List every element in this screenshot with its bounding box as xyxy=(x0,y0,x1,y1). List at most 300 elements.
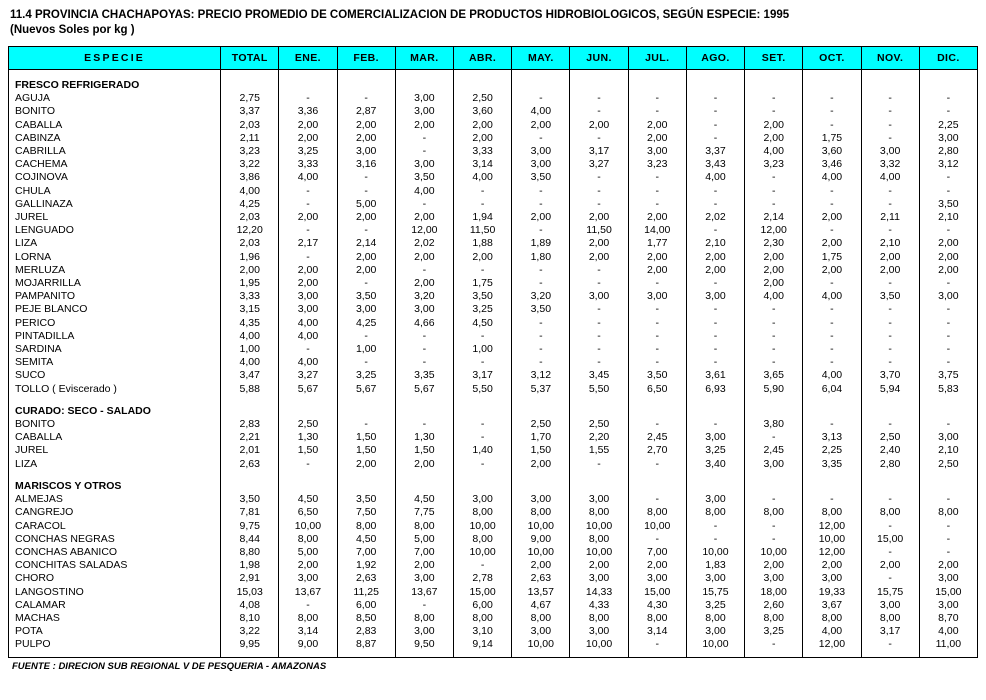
price-cell: 9,95 xyxy=(221,638,279,651)
price-cell: - xyxy=(337,171,395,184)
table-row xyxy=(9,145,978,158)
source-note: FUENTE : DIRECION SUB REGIONAL V DE PESQUERIA - AMAZONAS xyxy=(12,660,327,672)
column-header-abr: ABR. xyxy=(453,47,511,70)
price-cell xyxy=(686,396,744,405)
price-cell: 10,00 xyxy=(570,638,628,651)
price-cell: 7,00 xyxy=(337,546,395,559)
price-cell: - xyxy=(861,224,919,237)
price-cell: - xyxy=(745,198,803,211)
table-row xyxy=(9,198,978,211)
price-cell: 3,46 xyxy=(803,158,861,171)
price-cell: 5,50 xyxy=(453,383,511,396)
price-cell: - xyxy=(686,277,744,290)
price-cell: - xyxy=(686,119,744,132)
price-cell: - xyxy=(337,224,395,237)
price-cell: - xyxy=(861,572,919,585)
price-cell: - xyxy=(745,343,803,356)
price-cell: 4,00 xyxy=(803,171,861,184)
price-cell: - xyxy=(803,92,861,105)
price-cell: 10,00 xyxy=(512,546,570,559)
price-cell xyxy=(919,405,977,418)
price-cell: - xyxy=(512,224,570,237)
table-bottom-cell xyxy=(686,652,744,658)
price-cell: 2,50 xyxy=(512,418,570,431)
price-cell: 3,33 xyxy=(279,158,337,171)
price-cell: 2,50 xyxy=(919,458,977,471)
column-header-ago: AGO. xyxy=(686,47,744,70)
price-cell: 4,50 xyxy=(453,317,511,330)
price-cell: - xyxy=(279,251,337,264)
price-cell: 11,25 xyxy=(337,586,395,599)
price-cell: 3,25 xyxy=(337,369,395,382)
table-row xyxy=(9,356,978,369)
price-cell: - xyxy=(803,105,861,118)
price-cell: 8,00 xyxy=(803,612,861,625)
price-cell: 2,00 xyxy=(279,277,337,290)
price-cell: 3,47 xyxy=(221,369,279,382)
price-cell xyxy=(686,471,744,480)
price-cell xyxy=(570,79,628,92)
price-cell xyxy=(337,480,395,493)
price-cell: 3,23 xyxy=(745,158,803,171)
price-cell: 2,00 xyxy=(803,264,861,277)
price-cell: 3,00 xyxy=(686,493,744,506)
price-cell: - xyxy=(861,520,919,533)
species-label: PEJE BLANCO xyxy=(9,303,221,316)
price-cell: 5,83 xyxy=(919,383,977,396)
price-cell: 10,00 xyxy=(803,533,861,546)
table-row xyxy=(9,264,978,277)
price-cell: - xyxy=(803,356,861,369)
price-cell: - xyxy=(453,431,511,444)
price-cell: 1,00 xyxy=(453,343,511,356)
price-cell: 3,00 xyxy=(686,290,744,303)
price-cell: 1,75 xyxy=(453,277,511,290)
price-cell: 1,40 xyxy=(453,444,511,457)
price-cell: 4,00 xyxy=(279,317,337,330)
price-cell: 10,00 xyxy=(279,520,337,533)
price-cell: 3,80 xyxy=(745,418,803,431)
price-cell: - xyxy=(861,198,919,211)
table-bottom-cell xyxy=(337,652,395,658)
table-bottom-cell xyxy=(861,652,919,658)
price-cell: - xyxy=(512,317,570,330)
price-cell: 2,00 xyxy=(337,132,395,145)
table-pad-cell xyxy=(512,70,570,80)
price-cell: 3,00 xyxy=(279,290,337,303)
species-label: LORNA xyxy=(9,251,221,264)
price-cell: 4,00 xyxy=(803,290,861,303)
price-cell: 3,50 xyxy=(337,493,395,506)
price-cell: - xyxy=(745,303,803,316)
price-cell: - xyxy=(686,533,744,546)
price-cell: - xyxy=(919,356,977,369)
price-cell: 5,67 xyxy=(337,383,395,396)
price-cell: 2,00 xyxy=(745,251,803,264)
price-cell: 1,75 xyxy=(803,132,861,145)
price-cell xyxy=(395,396,453,405)
price-cell: 7,00 xyxy=(395,546,453,559)
price-cell xyxy=(861,480,919,493)
price-cell: 3,32 xyxy=(861,158,919,171)
price-cell: 6,00 xyxy=(453,599,511,612)
price-cell: 2,30 xyxy=(745,237,803,250)
price-cell: - xyxy=(512,132,570,145)
price-cell: 3,50 xyxy=(395,171,453,184)
price-cell: 8,00 xyxy=(395,612,453,625)
price-cell: 13,67 xyxy=(395,586,453,599)
price-cell: 2,03 xyxy=(221,119,279,132)
price-cell: - xyxy=(861,638,919,651)
price-cell: - xyxy=(453,559,511,572)
price-cell: 10,00 xyxy=(453,520,511,533)
price-cell: 1,96 xyxy=(221,251,279,264)
price-cell: 8,00 xyxy=(453,612,511,625)
price-cell: 2,45 xyxy=(745,444,803,457)
price-cell xyxy=(512,396,570,405)
price-cell: 2,00 xyxy=(803,211,861,224)
price-cell xyxy=(628,79,686,92)
price-cell: 2,14 xyxy=(337,237,395,250)
price-cell: - xyxy=(861,418,919,431)
column-header-ene: ENE. xyxy=(279,47,337,70)
price-cell: - xyxy=(861,317,919,330)
table-row xyxy=(9,418,978,431)
price-cell: 7,50 xyxy=(337,506,395,519)
price-cell: - xyxy=(395,198,453,211)
price-cell: 3,65 xyxy=(745,369,803,382)
price-cell: - xyxy=(453,185,511,198)
price-cell: 11,50 xyxy=(570,224,628,237)
price-cell xyxy=(628,480,686,493)
table-pad-cell xyxy=(861,70,919,80)
price-cell: - xyxy=(512,356,570,369)
price-cell: 2,80 xyxy=(919,145,977,158)
price-cell xyxy=(803,405,861,418)
price-cell: 5,00 xyxy=(337,198,395,211)
price-cell: - xyxy=(919,303,977,316)
price-cell: 3,23 xyxy=(628,158,686,171)
species-label: CALAMAR xyxy=(9,599,221,612)
price-cell: - xyxy=(803,493,861,506)
species-label: TOLLO ( Eviscerado ) xyxy=(9,383,221,396)
price-cell: - xyxy=(803,185,861,198)
price-cell: 2,00 xyxy=(686,264,744,277)
price-cell: 3,00 xyxy=(395,303,453,316)
price-cell: 2,00 xyxy=(919,264,977,277)
price-cell: 11,00 xyxy=(919,638,977,651)
price-cell: 2,00 xyxy=(628,559,686,572)
species-label xyxy=(9,396,221,405)
price-cell: - xyxy=(512,185,570,198)
species-label: SEMITA xyxy=(9,356,221,369)
price-cell: - xyxy=(745,431,803,444)
price-cell: - xyxy=(570,105,628,118)
price-cell: 3,20 xyxy=(512,290,570,303)
price-cell: 3,14 xyxy=(279,625,337,638)
table-header xyxy=(9,47,978,70)
price-cell: 2,25 xyxy=(803,444,861,457)
price-cell: - xyxy=(279,185,337,198)
price-cell xyxy=(453,396,511,405)
price-cell: 8,10 xyxy=(221,612,279,625)
price-cell: - xyxy=(628,171,686,184)
table-row xyxy=(9,290,978,303)
price-cell xyxy=(861,396,919,405)
price-cell xyxy=(745,405,803,418)
price-cell: - xyxy=(279,343,337,356)
price-cell: 8,00 xyxy=(686,612,744,625)
price-cell: 18,00 xyxy=(745,586,803,599)
price-cell: 2,00 xyxy=(570,211,628,224)
price-cell: - xyxy=(686,105,744,118)
price-cell: 2,00 xyxy=(395,119,453,132)
price-cell: - xyxy=(745,105,803,118)
price-cell: 13,67 xyxy=(279,586,337,599)
price-cell: - xyxy=(686,303,744,316)
price-cell: - xyxy=(628,638,686,651)
table-pad-cell xyxy=(9,70,221,80)
price-cell: - xyxy=(453,356,511,369)
price-cell: 3,00 xyxy=(512,625,570,638)
price-cell: 2,11 xyxy=(221,132,279,145)
price-cell: 2,00 xyxy=(803,559,861,572)
price-cell: 8,00 xyxy=(803,506,861,519)
price-cell: 2,00 xyxy=(861,264,919,277)
price-cell xyxy=(686,79,744,92)
price-cell: 12,00 xyxy=(803,638,861,651)
price-cell: 2,00 xyxy=(512,458,570,471)
price-cell: 9,00 xyxy=(512,533,570,546)
price-cell: 3,86 xyxy=(221,171,279,184)
price-cell xyxy=(221,405,279,418)
price-cell: - xyxy=(861,277,919,290)
price-cell: 3,50 xyxy=(628,369,686,382)
price-cell xyxy=(803,480,861,493)
price-cell: 2,02 xyxy=(395,237,453,250)
price-cell: 8,00 xyxy=(861,612,919,625)
price-cell: 2,40 xyxy=(861,444,919,457)
price-cell xyxy=(628,396,686,405)
price-cell: - xyxy=(395,343,453,356)
price-cell: 1,50 xyxy=(279,444,337,457)
price-cell: 1,88 xyxy=(453,237,511,250)
column-header-jul: JUL. xyxy=(628,47,686,70)
species-label: PAMPANITO xyxy=(9,290,221,303)
price-cell xyxy=(686,480,744,493)
price-cell xyxy=(628,405,686,418)
table-row xyxy=(9,119,978,132)
table-bottom-cell xyxy=(279,652,337,658)
price-cell: 3,00 xyxy=(395,92,453,105)
price-cell: 8,70 xyxy=(919,612,977,625)
table-row xyxy=(9,224,978,237)
price-cell: 2,00 xyxy=(337,119,395,132)
price-cell: 2,78 xyxy=(453,572,511,585)
column-header-oct: OCT. xyxy=(803,47,861,70)
price-cell xyxy=(337,396,395,405)
price-cell: 3,60 xyxy=(803,145,861,158)
price-cell: 3,50 xyxy=(512,171,570,184)
price-cell: - xyxy=(803,224,861,237)
price-cell: 4,00 xyxy=(221,356,279,369)
price-table xyxy=(8,46,978,658)
price-cell: - xyxy=(512,277,570,290)
table-pad-cell xyxy=(279,70,337,80)
price-cell: - xyxy=(570,330,628,343)
table-row xyxy=(9,185,978,198)
price-cell: 2,00 xyxy=(337,458,395,471)
price-cell: 3,00 xyxy=(745,458,803,471)
column-header-feb: FEB. xyxy=(337,47,395,70)
price-cell: 4,00 xyxy=(512,105,570,118)
table-row xyxy=(9,171,978,184)
price-cell: 4,00 xyxy=(803,625,861,638)
price-cell: 1,89 xyxy=(512,237,570,250)
price-cell: 13,57 xyxy=(512,586,570,599)
price-cell: 9,00 xyxy=(279,638,337,651)
species-label: CONCHAS NEGRAS xyxy=(9,533,221,546)
price-cell: 19,33 xyxy=(803,586,861,599)
price-cell: 8,44 xyxy=(221,533,279,546)
price-cell: 2,00 xyxy=(337,264,395,277)
species-label: CHORO xyxy=(9,572,221,585)
table-pad-cell xyxy=(570,70,628,80)
table-body xyxy=(9,70,978,658)
price-cell: 3,45 xyxy=(570,369,628,382)
price-cell: - xyxy=(279,599,337,612)
price-cell: 3,14 xyxy=(453,158,511,171)
price-cell: 3,00 xyxy=(570,493,628,506)
price-cell xyxy=(803,396,861,405)
group-label: CURADO: SECO - SALADO xyxy=(9,405,221,418)
price-cell: - xyxy=(628,277,686,290)
price-cell: 4,50 xyxy=(395,493,453,506)
price-cell: 5,90 xyxy=(745,383,803,396)
price-cell: 3,23 xyxy=(221,145,279,158)
price-cell xyxy=(279,471,337,480)
price-cell: - xyxy=(686,356,744,369)
price-cell: 8,00 xyxy=(279,533,337,546)
price-cell: - xyxy=(628,92,686,105)
price-cell: 3,33 xyxy=(453,145,511,158)
species-label: CHULA xyxy=(9,185,221,198)
table-row xyxy=(9,586,978,599)
table-bottom-cell xyxy=(803,652,861,658)
price-cell: 3,50 xyxy=(453,290,511,303)
price-cell: 3,00 xyxy=(861,599,919,612)
price-cell: 6,04 xyxy=(803,383,861,396)
price-cell xyxy=(570,405,628,418)
price-cell: 8,00 xyxy=(570,506,628,519)
price-cell xyxy=(221,396,279,405)
price-cell: 8,00 xyxy=(628,506,686,519)
price-cell: 2,75 xyxy=(221,92,279,105)
price-cell: - xyxy=(628,185,686,198)
price-cell: 8,00 xyxy=(570,612,628,625)
price-cell: 3,16 xyxy=(337,158,395,171)
price-cell: 5,88 xyxy=(221,383,279,396)
price-cell: 2,50 xyxy=(453,92,511,105)
price-cell: 1,77 xyxy=(628,237,686,250)
price-cell: 2,10 xyxy=(919,444,977,457)
price-cell: 15,03 xyxy=(221,586,279,599)
price-cell: 2,00 xyxy=(861,559,919,572)
price-cell xyxy=(861,405,919,418)
price-cell: 8,00 xyxy=(279,612,337,625)
price-cell: 4,08 xyxy=(221,599,279,612)
price-cell: - xyxy=(803,330,861,343)
table-pad-cell xyxy=(453,70,511,80)
price-cell: 5,67 xyxy=(395,383,453,396)
price-cell: - xyxy=(686,317,744,330)
price-cell: - xyxy=(803,303,861,316)
price-cell: 2,50 xyxy=(279,418,337,431)
price-cell: 4,25 xyxy=(337,317,395,330)
price-cell: 2,03 xyxy=(221,237,279,250)
price-cell: - xyxy=(570,132,628,145)
group-label: MARISCOS Y OTROS xyxy=(9,480,221,493)
price-cell: 2,80 xyxy=(861,458,919,471)
price-cell: - xyxy=(628,418,686,431)
price-cell: - xyxy=(453,264,511,277)
price-cell: 5,00 xyxy=(279,546,337,559)
species-label: PERICO xyxy=(9,317,221,330)
price-cell xyxy=(395,471,453,480)
table-row xyxy=(9,493,978,506)
page-subtitle: (Nuevos Soles por kg ) xyxy=(10,24,135,36)
price-cell: - xyxy=(686,520,744,533)
price-cell: 4,50 xyxy=(279,493,337,506)
species-label: SUCO xyxy=(9,369,221,382)
price-cell: 3,25 xyxy=(686,599,744,612)
price-cell: 2,00 xyxy=(628,132,686,145)
table-row xyxy=(9,330,978,343)
price-cell: - xyxy=(861,132,919,145)
price-cell xyxy=(803,79,861,92)
species-label: LENGUADO xyxy=(9,224,221,237)
species-label: LANGOSTINO xyxy=(9,586,221,599)
price-cell: - xyxy=(745,92,803,105)
price-cell: 2,00 xyxy=(745,559,803,572)
price-cell: 15,00 xyxy=(861,533,919,546)
price-cell: 1,92 xyxy=(337,559,395,572)
price-cell: 4,00 xyxy=(279,171,337,184)
price-cell: - xyxy=(803,119,861,132)
table-row xyxy=(9,638,978,651)
price-cell: 10,00 xyxy=(453,546,511,559)
price-cell: 2,00 xyxy=(279,119,337,132)
species-label: BONITO xyxy=(9,418,221,431)
price-cell: 3,00 xyxy=(279,303,337,316)
price-cell: - xyxy=(919,277,977,290)
price-cell: - xyxy=(279,92,337,105)
price-cell xyxy=(337,471,395,480)
column-header-nov: NOV. xyxy=(861,47,919,70)
price-cell: - xyxy=(395,599,453,612)
price-cell: 2,00 xyxy=(395,251,453,264)
price-cell: 2,00 xyxy=(628,251,686,264)
table-row xyxy=(9,105,978,118)
price-cell: - xyxy=(861,546,919,559)
price-cell: 15,00 xyxy=(453,586,511,599)
price-cell: 3,00 xyxy=(686,572,744,585)
group-label: FRESCO REFRIGERADO xyxy=(9,79,221,92)
price-cell: - xyxy=(919,418,977,431)
price-cell: 2,83 xyxy=(337,625,395,638)
price-cell: 3,25 xyxy=(745,625,803,638)
price-cell: 12,00 xyxy=(395,224,453,237)
